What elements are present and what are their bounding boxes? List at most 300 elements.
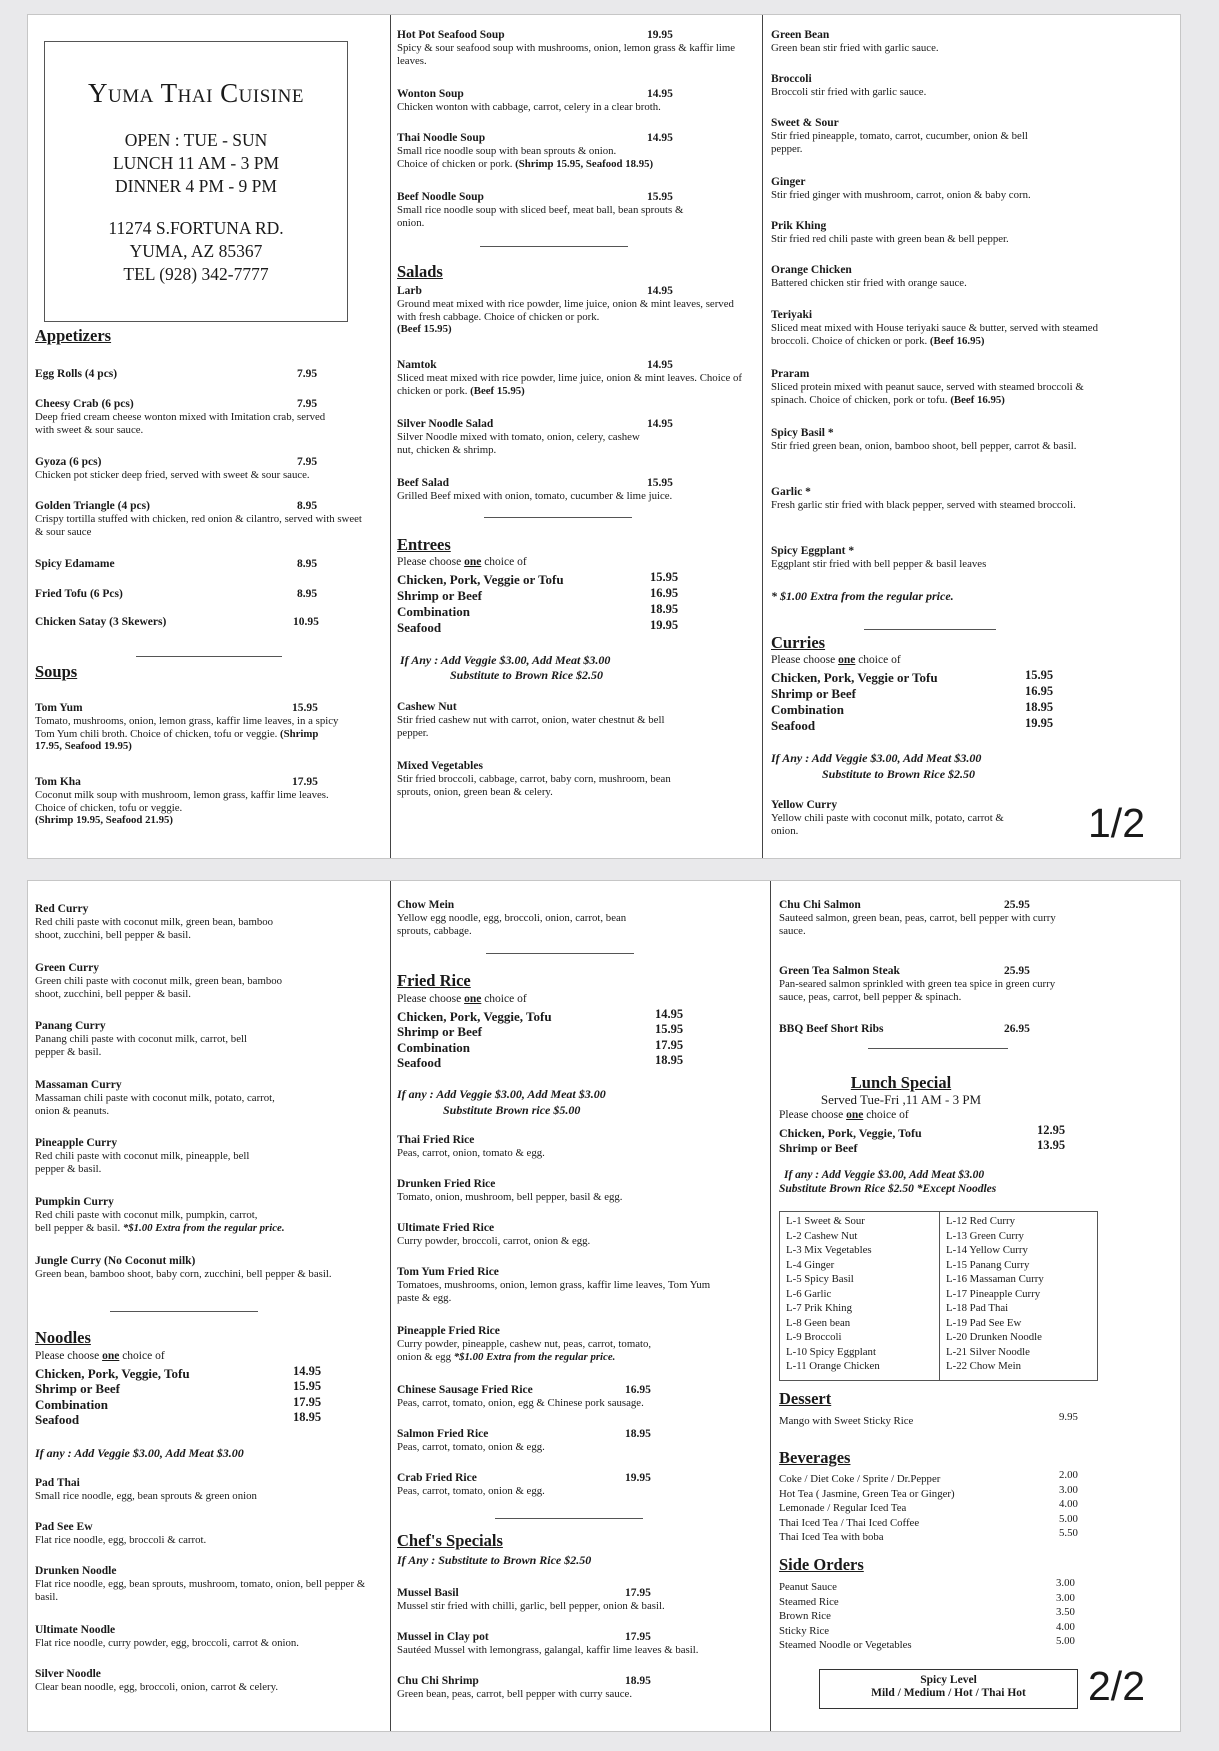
- menu-item: [779, 1023, 1079, 1036]
- item-extra-price: (Beef 15.95): [397, 323, 452, 335]
- choice-instruction-emphasis: one: [102, 1350, 120, 1362]
- address: [45, 217, 347, 286]
- option-price: 16.95: [650, 586, 679, 600]
- menu-item: [771, 799, 1031, 837]
- menu-item: [35, 1565, 380, 1603]
- item-description: Peas, carrot, tomato, onion, egg & Chinese pork sausage.: [397, 1397, 644, 1409]
- item-price: 4.00: [1059, 1498, 1078, 1510]
- item-name: Pad Thai: [35, 1477, 80, 1489]
- item-description: Battered chicken stir fried with orange sauce.: [771, 277, 967, 289]
- menu-item: [35, 702, 365, 753]
- item-name: Chow Mein: [397, 899, 455, 911]
- menu-item: [771, 427, 1116, 453]
- menu-item: [779, 899, 1079, 937]
- item-description: Eggplant stir fried with bell pepper & basil leaves: [771, 558, 987, 570]
- item-description: Massaman chili paste with coconut milk, potato, carrot, onion & peanuts.: [35, 1092, 275, 1117]
- item-price: 8.95: [297, 558, 318, 570]
- item-price: 25.95: [1004, 965, 1030, 977]
- protein-options: [35, 1365, 365, 1426]
- item-price: 3.50: [1056, 1606, 1075, 1618]
- item-name: Pad See Ew: [35, 1521, 93, 1533]
- menu-item: [397, 285, 747, 336]
- item-description: Green chili paste with coconut milk, green bean, bamboo shoot, zucchini, bell pepper & basil.: [35, 975, 283, 1000]
- menu-item: [397, 1325, 757, 1363]
- item-description: Stir fried red chili paste with green bean & bell pepper.: [771, 233, 1009, 245]
- choice-instruction-text: Please choose: [397, 556, 465, 568]
- section-heading-dessert: Dessert: [779, 1389, 832, 1408]
- choice-instruction: [397, 993, 527, 1006]
- item-price: 26.95: [1004, 1023, 1030, 1035]
- item-description: Sautéed Mussel with lemongrass, galangal, kaffir lime leaves & basil.: [397, 1644, 699, 1656]
- item-description: Spicy & sour seafood soup with mushrooms, onion, lemon grass & kaffir lime leaves.: [397, 42, 736, 67]
- choice-instruction: [397, 556, 527, 569]
- column-divider: [390, 15, 391, 858]
- choice-instruction-text: Please choose: [779, 1109, 847, 1121]
- item-description: Panang chili paste with coconut milk, carrot, bell pepper & basil.: [35, 1033, 247, 1058]
- item-description: Flat rice noodle, curry powder, egg, broccoli, carrot & onion.: [35, 1637, 300, 1649]
- item-description: Tomato, onion, mushroom, bell pepper, basil & egg.: [397, 1191, 623, 1203]
- item-description: Green bean stir fried with garlic sauce.: [771, 42, 939, 54]
- item-name: Pineapple Fried Rice: [397, 1325, 500, 1337]
- lunch-item: L-6 Garlic: [786, 1287, 832, 1300]
- item-description-text: Tomato, mushrooms, onion, lemon grass, kaffir lime leaves, in a spicy Tom Yum chili broth. Choice of chicken, tofu or veggie.: [35, 715, 339, 740]
- option-price: 15.95: [293, 1379, 322, 1394]
- add-on-note: If any : Add Veggie $3.00, Add Meat $3.00: [784, 1169, 985, 1181]
- item-description: [35, 1222, 385, 1235]
- item-description: Stir fried broccoli, cabbage, carrot, baby corn, mushroom, bean sprouts, onion, green bean & celery.: [397, 773, 671, 798]
- item-description: [397, 372, 747, 397]
- menu-item: [779, 1484, 1079, 1499]
- column-divider: [390, 881, 391, 1731]
- menu-item: [35, 1020, 375, 1058]
- item-description: Pan-seared salmon sprinkled with green tea spice in green curry sauce, peas, carrot, bell pepper & spinach.: [779, 978, 1056, 1003]
- item-name: Peanut Sauce: [779, 1581, 837, 1593]
- menu-item: [35, 588, 355, 601]
- protein-option: [35, 1396, 365, 1411]
- lunch-item: L-15 Panang Curry: [946, 1258, 1030, 1271]
- protein-option: [779, 1124, 1079, 1139]
- item-name: Egg Rolls (4 pcs): [35, 368, 118, 380]
- menu-item: [397, 1631, 762, 1657]
- protein-options: [779, 1124, 1079, 1154]
- section-heading-lunch-special: Lunch Special: [850, 1073, 952, 1092]
- menu-item: [779, 1577, 1079, 1592]
- restaurant-name: Yuma Thai Cuisine: [88, 78, 304, 108]
- option-label: Shrimp or Beef: [771, 686, 856, 701]
- item-description-text: Sliced meat mixed with House teriyaki sauce & butter, served with steamed broccoli. Choice of chicken or pork.: [771, 322, 1098, 347]
- option-price: 18.95: [650, 602, 679, 616]
- item-description-text: Sliced protein mixed with peanut sauce, served with steamed broccoli & spinach. Choice of chicken, pork or tofu.: [771, 381, 1084, 406]
- menu-item: [771, 309, 1121, 347]
- item-price: 25.95: [1004, 899, 1030, 911]
- item-description-text: onion & egg: [397, 1350, 451, 1363]
- lunch-item: L-1 Sweet & Sour: [786, 1215, 865, 1227]
- menu-item: [397, 191, 747, 229]
- item-description: Peas, carrot, tomato, onion & egg.: [397, 1441, 545, 1453]
- item-name: Ultimate Fried Rice: [397, 1222, 495, 1234]
- menu-item: [397, 1134, 747, 1160]
- menu-item: [397, 359, 747, 397]
- item-name: Spicy Eggplant *: [771, 545, 855, 557]
- section-heading-entrees: Entrees: [397, 535, 451, 554]
- spicy-level-title: Spicy Level: [920, 1674, 977, 1686]
- beverage-list: [779, 1469, 1079, 1542]
- item-description: Ground meat mixed with rice powder, lime juice, onion & mint leaves, served with fresh cabbage. Choice of chicken or pork.: [397, 298, 734, 323]
- item-name: Namtok: [397, 359, 437, 371]
- item-name: Fried Tofu (6 Pcs): [35, 588, 123, 600]
- item-price: 8.95: [297, 500, 318, 512]
- lunch-item: L-4 Ginger: [786, 1258, 835, 1271]
- item-price: 17.95: [625, 1587, 651, 1599]
- protein-option: [35, 1411, 365, 1426]
- item-name: Mussel in Clay pot: [397, 1631, 489, 1643]
- add-on-note: If Any : Add Veggie $3.00, Add Meat $3.00: [400, 653, 611, 667]
- item-name: Chu Chi Shrimp: [397, 1675, 479, 1687]
- item-price: 15.95: [292, 702, 318, 714]
- option-label: Combination: [35, 1396, 108, 1412]
- menu-item: [397, 477, 747, 503]
- item-name: Sticky Rice: [779, 1624, 830, 1637]
- menu-item: [771, 73, 1116, 99]
- item-description: Stir fried ginger with mushroom, carrot, onion & baby corn.: [771, 189, 1031, 201]
- protein-option: [35, 1380, 365, 1395]
- item-price: 5.00: [1059, 1512, 1078, 1525]
- option-price: 19.95: [1025, 716, 1054, 730]
- protein-option: [771, 717, 1101, 733]
- item-name: Green Curry: [35, 962, 99, 974]
- choice-instruction-emphasis: one: [464, 556, 482, 568]
- lunch-menu-table: [779, 1211, 1098, 1381]
- protein-options: [397, 571, 727, 635]
- divider-line: [480, 246, 628, 247]
- brown-rice-note: If Any : Substitute to Brown Rice $2.50: [397, 1553, 592, 1567]
- menu-item: [397, 899, 747, 937]
- item-description: Stir fried green bean, onion, bamboo shoot, bell pepper, carrot & basil.: [771, 440, 1077, 452]
- lunch-list-left: [780, 1212, 886, 1376]
- protein-options: [397, 1008, 727, 1069]
- choice-instruction-text: choice of: [863, 1109, 909, 1121]
- option-label: Shrimp or Beef: [397, 588, 482, 603]
- protein-option: [397, 571, 727, 587]
- spicy-level-box: [819, 1669, 1078, 1709]
- option-label: Chicken, Pork, Veggie, Tofu: [397, 1009, 552, 1024]
- option-label: Seafood: [771, 718, 816, 733]
- option-price: 18.95: [1025, 700, 1054, 714]
- item-price: 7.95: [297, 368, 318, 380]
- menu-item: [771, 176, 1116, 202]
- option-label: Combination: [771, 702, 844, 717]
- menu-item: [397, 29, 747, 67]
- item-name: Green Tea Salmon Steak: [779, 965, 900, 977]
- choice-instruction-text: Please choose: [771, 654, 839, 666]
- item-description-text: bell pepper & basil.: [35, 1221, 121, 1234]
- lunch-item: L-11 Orange Chicken: [786, 1360, 880, 1372]
- option-label: Chicken, Pork, Veggie, Tofu: [35, 1366, 190, 1381]
- option-price: 12.95: [1037, 1123, 1066, 1137]
- item-price: 14.95: [647, 418, 673, 430]
- item-name: Green Bean: [771, 29, 830, 41]
- item-name: Thai Iced Tea / Thai Iced Coffee: [779, 1516, 920, 1529]
- menu-item: [397, 88, 747, 114]
- item-price: 15.95: [647, 191, 673, 203]
- item-name: Thai Noodle Soup: [397, 132, 486, 144]
- item-description: Red chili paste with coconut milk, green bean, bamboo shoot, zucchini, bell pepper & basil.: [35, 916, 274, 941]
- item-name: Pineapple Curry: [35, 1137, 118, 1149]
- item-name: Spicy Basil *: [771, 427, 834, 439]
- lunch-item: L-13 Green Curry: [946, 1229, 1024, 1242]
- item-name: Jungle Curry (No Coconut milk): [35, 1255, 196, 1267]
- menu-item: [397, 1178, 747, 1204]
- spicy-level-options: Mild / Medium / Hot / Thai Hot: [871, 1687, 1026, 1699]
- item-name: Cashew Nut: [397, 701, 457, 713]
- choice-instruction: [35, 1350, 165, 1363]
- option-price: 15.95: [650, 570, 679, 584]
- item-description: [771, 322, 1121, 347]
- menu-item: [779, 965, 1079, 1003]
- item-price: 17.95: [292, 776, 318, 788]
- item-description: Fresh garlic stir fried with black pepper, served with steamed broccoli.: [771, 499, 1076, 511]
- protein-option: [397, 1054, 727, 1069]
- address-line: YUMA, AZ 85367: [129, 241, 263, 261]
- item-extra-price: (Beef 16.95): [929, 334, 985, 347]
- option-price: 13.95: [1037, 1138, 1066, 1152]
- menu-item: [397, 1222, 747, 1248]
- menu-item: [35, 616, 355, 629]
- page-number: 1/2: [1088, 800, 1145, 846]
- item-price: 14.95: [647, 132, 673, 144]
- option-price: 18.95: [293, 1409, 322, 1424]
- protein-option: [397, 1023, 727, 1038]
- option-label: Chicken, Pork, Veggie or Tofu: [397, 572, 564, 587]
- option-label: Seafood: [397, 1054, 442, 1070]
- menu-item: [779, 1469, 1079, 1484]
- protein-option: [771, 669, 1101, 685]
- item-name: Beef Noodle Soup: [397, 191, 484, 203]
- divider-line: [136, 656, 282, 657]
- choice-instruction-text: choice of: [119, 1350, 165, 1362]
- choice-instruction-emphasis: one: [846, 1109, 864, 1121]
- menu-item: [771, 220, 1116, 246]
- lunch-item: L-12 Red Curry: [946, 1215, 1015, 1227]
- menu-item: [35, 903, 375, 941]
- menu-item: [397, 1587, 757, 1613]
- item-name: Gyoza (6 pcs): [35, 456, 102, 468]
- lunch-item: L-2 Cashew Nut: [786, 1229, 858, 1242]
- item-description-text: Choice of chicken or pork.: [397, 157, 513, 170]
- protein-option: [397, 1008, 727, 1023]
- item-description: Green bean, bamboo shoot, baby corn, zucchini, bell pepper & basil.: [35, 1268, 332, 1280]
- add-on-note: If any : Add Veggie $3.00, Add Meat $3.00: [397, 1087, 606, 1101]
- choice-instruction-emphasis: one: [838, 654, 856, 666]
- protein-option: [397, 603, 727, 619]
- option-label: Seafood: [35, 1411, 80, 1427]
- menu-item: [771, 545, 1116, 571]
- choice-instruction-text: choice of: [481, 993, 527, 1005]
- item-name: Massaman Curry: [35, 1079, 122, 1091]
- address-line: 11274 S.FORTUNA RD.: [108, 218, 284, 238]
- menu-item: [35, 558, 355, 571]
- item-name: Chicken Satay (3 Skewers): [35, 616, 167, 628]
- item-name: Chu Chi Salmon: [779, 899, 861, 911]
- section-heading-salads: Salads: [397, 262, 443, 281]
- option-label: Shrimp or Beef: [779, 1141, 858, 1155]
- item-name: Panang Curry: [35, 1020, 106, 1032]
- item-name: Steamed Rice: [779, 1595, 839, 1608]
- lunch-list-right: [940, 1212, 1050, 1376]
- section-heading-side-orders: Side Orders: [779, 1555, 864, 1574]
- protein-option: [35, 1365, 365, 1380]
- item-price: 18.95: [625, 1675, 651, 1687]
- item-price: 5.00: [1056, 1635, 1075, 1647]
- item-description: [397, 1351, 757, 1364]
- item-description: Sauteed salmon, green bean, peas, carrot, bell pepper with curry sauce.: [779, 912, 1056, 937]
- extra-price-note: * $1.00 Extra from the regular price.: [771, 589, 954, 603]
- lunch-item: L-3 Mix Vegetables: [786, 1244, 872, 1256]
- option-price: 19.95: [650, 618, 679, 632]
- section-heading-fried-rice: Fried Rice: [397, 971, 471, 990]
- lunch-item: L-17 Pineapple Curry: [946, 1287, 1041, 1300]
- menu-item: [779, 1635, 1079, 1650]
- option-price: 16.95: [1025, 684, 1054, 698]
- column-divider: [762, 15, 763, 858]
- item-name: Golden Triangle (4 pcs): [35, 500, 150, 512]
- option-price: 14.95: [655, 1007, 684, 1021]
- item-name: Wonton Soup: [397, 88, 464, 100]
- menu-item: [35, 500, 370, 538]
- section-heading-curries: Curries: [771, 633, 826, 652]
- item-price: 17.95: [625, 1631, 651, 1643]
- item-name: Tom Kha: [35, 776, 81, 788]
- item-description: [35, 715, 345, 753]
- item-description: Stir fried cashew nut with carrot, onion, water chestnut & bell pepper.: [397, 714, 665, 739]
- menu-item: [397, 701, 747, 739]
- protein-option: [771, 685, 1101, 701]
- item-description: Green bean, peas, carrot, bell pepper with curry sauce.: [397, 1688, 633, 1700]
- item-name: Tom Yum Fried Rice: [397, 1266, 499, 1278]
- menu-item: [397, 1384, 747, 1410]
- item-description: Small rice noodle soup with bean sprouts & onion.: [397, 145, 617, 157]
- menu-item: [35, 1521, 375, 1547]
- item-price: 7.95: [297, 456, 318, 468]
- choice-instruction-text: Please choose: [397, 993, 465, 1005]
- item-price: 3.00: [1059, 1483, 1078, 1496]
- menu-item: [35, 776, 365, 827]
- item-description: [397, 158, 747, 171]
- brown-rice-note: Substitute Brown Rice $2.50 *Except Noodles: [779, 1183, 997, 1195]
- menu-item: [397, 418, 747, 456]
- item-description: Small rice noodle, egg, bean sprouts & green onion: [35, 1490, 257, 1502]
- menu-item: [35, 456, 370, 482]
- item-description-text: Sliced meat mixed with rice powder, lime juice, onion & mint leaves. Choice of chicken or pork.: [397, 372, 742, 397]
- protein-option: [397, 1039, 727, 1054]
- option-price: 15.95: [1025, 668, 1054, 682]
- item-price: 7.95: [297, 398, 318, 410]
- menu-item: [35, 1137, 375, 1175]
- phone-number: TEL (928) 342-7777: [123, 264, 269, 284]
- menu-item: [35, 1668, 380, 1694]
- item-name: Silver Noodle: [35, 1668, 101, 1680]
- option-label: Shrimp or Beef: [397, 1024, 482, 1040]
- item-price: 2.00: [1059, 1469, 1078, 1481]
- section-heading-soups: Soups: [35, 662, 78, 681]
- option-price: 17.95: [655, 1037, 684, 1052]
- option-label: Chicken, Pork, Veggie or Tofu: [771, 670, 938, 685]
- item-name: Crab Fried Rice: [397, 1472, 477, 1484]
- item-description: [771, 381, 1121, 406]
- page-number: 2/2: [1088, 1663, 1145, 1709]
- menu-item: [771, 117, 1116, 155]
- item-name: Pumpkin Curry: [35, 1196, 114, 1208]
- menu-item: [397, 1266, 747, 1304]
- divider-line: [868, 1048, 1008, 1049]
- lunch-item: L-20 Drunken Noodle: [946, 1331, 1042, 1343]
- item-name: Coke / Diet Coke / Sprite / Dr.Pepper: [779, 1473, 941, 1485]
- lunch-item: L-18 Pad Thai: [946, 1302, 1009, 1314]
- menu-item: [397, 760, 747, 798]
- item-description: Broccoli stir fried with garlic sauce.: [771, 86, 927, 98]
- item-description: Flat rice noodle, egg, bean sprouts, mushroom, tomato, onion, bell pepper & basil.: [35, 1578, 366, 1603]
- item-price: 8.95: [297, 588, 318, 600]
- option-price: 18.95: [655, 1052, 684, 1067]
- menu-item: [35, 1255, 375, 1281]
- item-description: Tomatoes, mushrooms, onion, lemon grass, kaffir lime leaves, Tom Yum paste & egg.: [397, 1279, 711, 1304]
- divider-line: [495, 1518, 643, 1519]
- item-name: Teriyaki: [771, 309, 813, 321]
- item-price: 14.95: [647, 285, 673, 297]
- option-label: Seafood: [397, 620, 442, 635]
- lunch-item: L-22 Chow Mein: [946, 1360, 1021, 1372]
- item-price: 4.00: [1056, 1620, 1075, 1633]
- item-name: Sweet & Sour: [771, 117, 839, 129]
- item-price: 5.50: [1059, 1527, 1078, 1539]
- item-description: Crispy tortilla stuffed with chicken, red onion & cilantro, served with sweet & sour sauce: [35, 513, 362, 538]
- item-extra-price: (Shrimp 17.95, Seafood 19.95): [35, 727, 319, 752]
- item-extra-price: (Beef 16.95): [950, 393, 1005, 406]
- hours-line: DINNER 4 PM - 9 PM: [115, 176, 277, 196]
- divider-line: [484, 517, 632, 518]
- lunch-item: L-10 Spicy Eggplant: [786, 1345, 876, 1358]
- item-name: Cheesy Crab (6 pcs): [35, 398, 134, 410]
- brown-rice-note: Substitute Brown rice $5.00: [443, 1103, 581, 1117]
- menu-item: [35, 368, 355, 381]
- protein-options: [771, 669, 1101, 733]
- item-name: Spicy Edamame: [35, 558, 115, 570]
- item-price: 9.95: [1059, 1411, 1078, 1423]
- item-description: Red chili paste with coconut milk, pineapple, bell pepper & basil.: [35, 1150, 250, 1175]
- section-heading-noodles: Noodles: [35, 1328, 91, 1347]
- lunch-item: L-16 Massaman Curry: [946, 1273, 1044, 1285]
- item-name: Prik Khing: [771, 220, 827, 232]
- item-extra-price: (Shrimp 19.95, Seafood 21.95): [35, 814, 173, 826]
- menu-item: [771, 264, 1116, 290]
- protein-option: [397, 587, 727, 603]
- item-name: Larb: [397, 285, 422, 297]
- item-name: Mango with Sweet Sticky Rice: [779, 1415, 914, 1427]
- brown-rice-note: Substitute to Brown Rice $2.50: [450, 668, 604, 682]
- item-name: Silver Noodle Salad: [397, 418, 494, 430]
- menu-item: [779, 1513, 1079, 1528]
- item-description: Grilled Beef mixed with onion, tomato, cucumber & lime juice.: [397, 490, 673, 502]
- protein-option: [779, 1139, 1079, 1154]
- item-price: 19.95: [647, 29, 673, 41]
- option-price: 14.95: [293, 1364, 322, 1378]
- item-name: Salmon Fried Rice: [397, 1428, 489, 1440]
- protein-option: [771, 701, 1101, 717]
- item-name: Mussel Basil: [397, 1587, 459, 1599]
- section-heading-beverages: Beverages: [779, 1448, 851, 1467]
- item-extra-price: *$1.00 Extra from the regular price.: [453, 1350, 616, 1363]
- item-price: 10.95: [293, 616, 319, 628]
